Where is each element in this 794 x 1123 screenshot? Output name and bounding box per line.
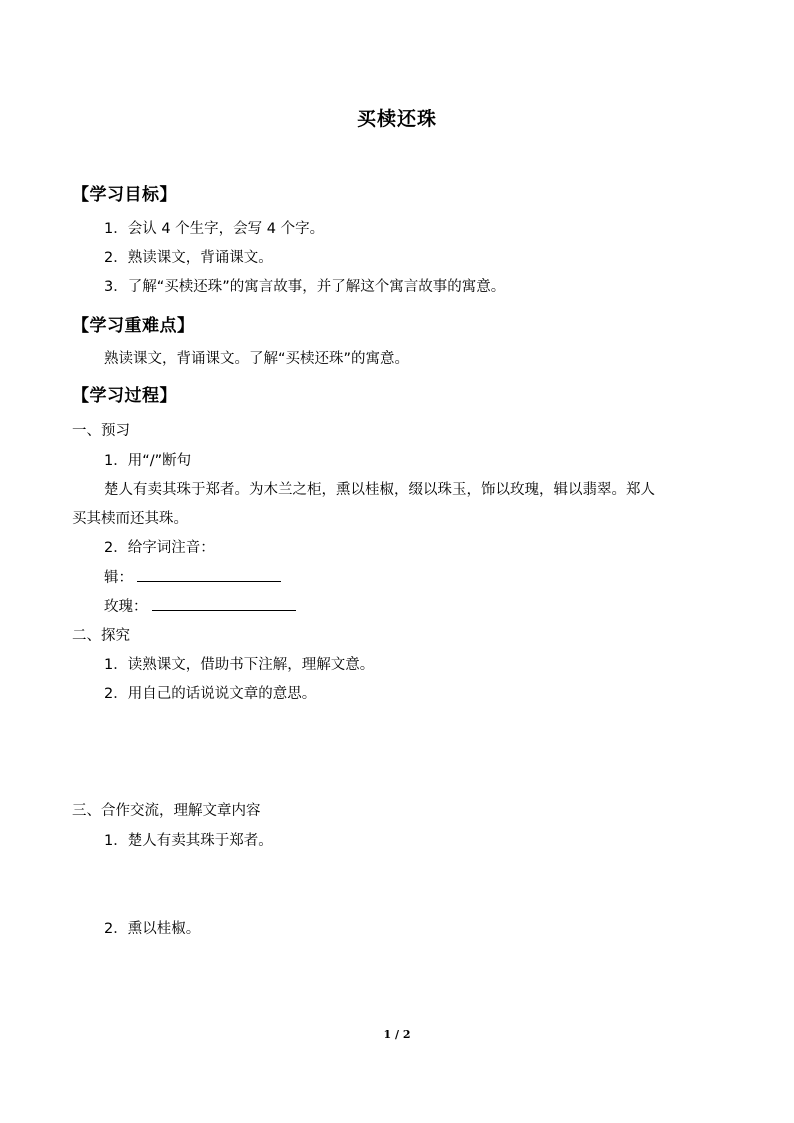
goals-heading: 【学习目标】 [72, 185, 177, 205]
part1-question-1: 1．用“/”断句 [104, 453, 192, 469]
process-heading: 【学习过程】 [72, 386, 177, 406]
goal-item-1: 1．会认 4 个生字，会写 4 个字。 [104, 221, 325, 237]
blank-label-ji: 辑： [104, 570, 133, 586]
pinyin-blank-row-1 [104, 567, 281, 588]
page-title: 买椟还珠 [356, 108, 437, 130]
part2-question-1: 1．读熟课文，借助书下注解，理解文意。 [104, 657, 375, 673]
goal-item-2: 2．熟读课文，背诵课文。 [104, 250, 273, 266]
key-points-heading: 【学习重难点】 [72, 316, 195, 336]
answer-blank-ji[interactable] [137, 567, 281, 582]
part3-label: 三、合作交流，理解文章内容 [72, 803, 261, 819]
page-indicator: 1 / 2 [383, 1028, 411, 1041]
part3-question-1: 1．楚人有卖其珠于郑者。 [104, 833, 273, 849]
part2-label: 二、探究 [72, 628, 130, 644]
part1-question-2: 2．给字词注音： [104, 540, 215, 556]
passage-line-1: 楚人有卖其珠于郑者。为木兰之柜，熏以桂椒，缀以珠玉，饰以玫瑰，辑以翡翠。郑人 [104, 482, 655, 498]
part2-question-2: 2．用自己的话说说文章的意思。 [104, 686, 317, 702]
blank-label-meigui: 玫瑰： [104, 599, 148, 615]
key-points-text: 熟读课文，背诵课文。了解“买椟还珠”的寓意。 [104, 351, 410, 367]
passage-line-2: 买其椟而还其珠。 [72, 511, 188, 527]
pinyin-blank-row-2 [104, 596, 296, 617]
answer-blank-meigui[interactable] [152, 596, 296, 611]
part1-label: 一、预习 [72, 423, 130, 439]
part3-question-2: 2．熏以桂椒。 [104, 921, 201, 937]
goal-item-3: 3．了解“买椟还珠”的寓言故事，并了解这个寓言故事的寓意。 [104, 279, 506, 295]
